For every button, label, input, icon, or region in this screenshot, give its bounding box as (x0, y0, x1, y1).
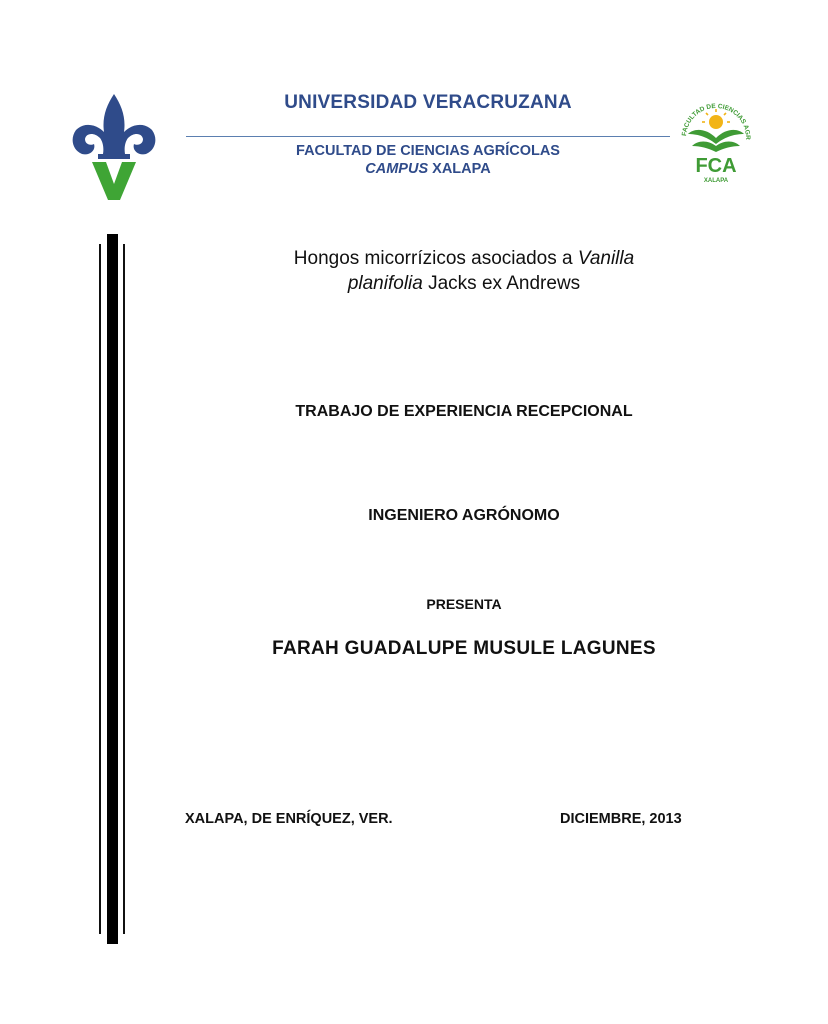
fca-xalapa-logo (676, 94, 756, 186)
fca-logo-monogram: FCA (695, 155, 737, 177)
uv-flor-de-lis-logo (70, 92, 158, 204)
work-type: TRABAJO DE EXPERIENCIA RECEPCIONAL (295, 403, 633, 420)
place: XALAPA, DE ENRÍQUEZ, VER. (185, 811, 393, 827)
left-thick-bar (107, 234, 118, 944)
faculty-block (186, 142, 670, 178)
title-species: planifolia (347, 273, 423, 294)
thesis-title (200, 246, 728, 296)
university-name: UNIVERSIDAD VERACRUZANA (284, 92, 572, 113)
title-part1: Hongos micorrízicos asociados a (293, 248, 578, 269)
presenta-label: PRESENTA (426, 596, 502, 612)
campus-city: XALAPA (432, 161, 491, 177)
right-thin-bar (123, 244, 125, 934)
date: DICIEMBRE, 2013 (560, 811, 682, 827)
left-thin-bar (99, 244, 101, 934)
fca-logo-city: XALAPA (703, 178, 729, 184)
fca-logo-ring-text: FACULTAD DE CIENCIAS AGR (681, 102, 752, 140)
title-part2: Jacks ex Andrews (422, 273, 581, 294)
campus-line (186, 160, 670, 178)
campus-prefix: CAMPUS (365, 161, 429, 177)
faculty-name: FACULTAD DE CIENCIAS AGRÍCOLAS (296, 143, 560, 159)
degree: INGENIERO AGRÓNOMO (368, 507, 560, 524)
author-name: FARAH GUADALUPE MUSULE LAGUNES (272, 638, 656, 659)
title-genus: Vanilla (577, 248, 635, 269)
header-divider (186, 136, 670, 137)
